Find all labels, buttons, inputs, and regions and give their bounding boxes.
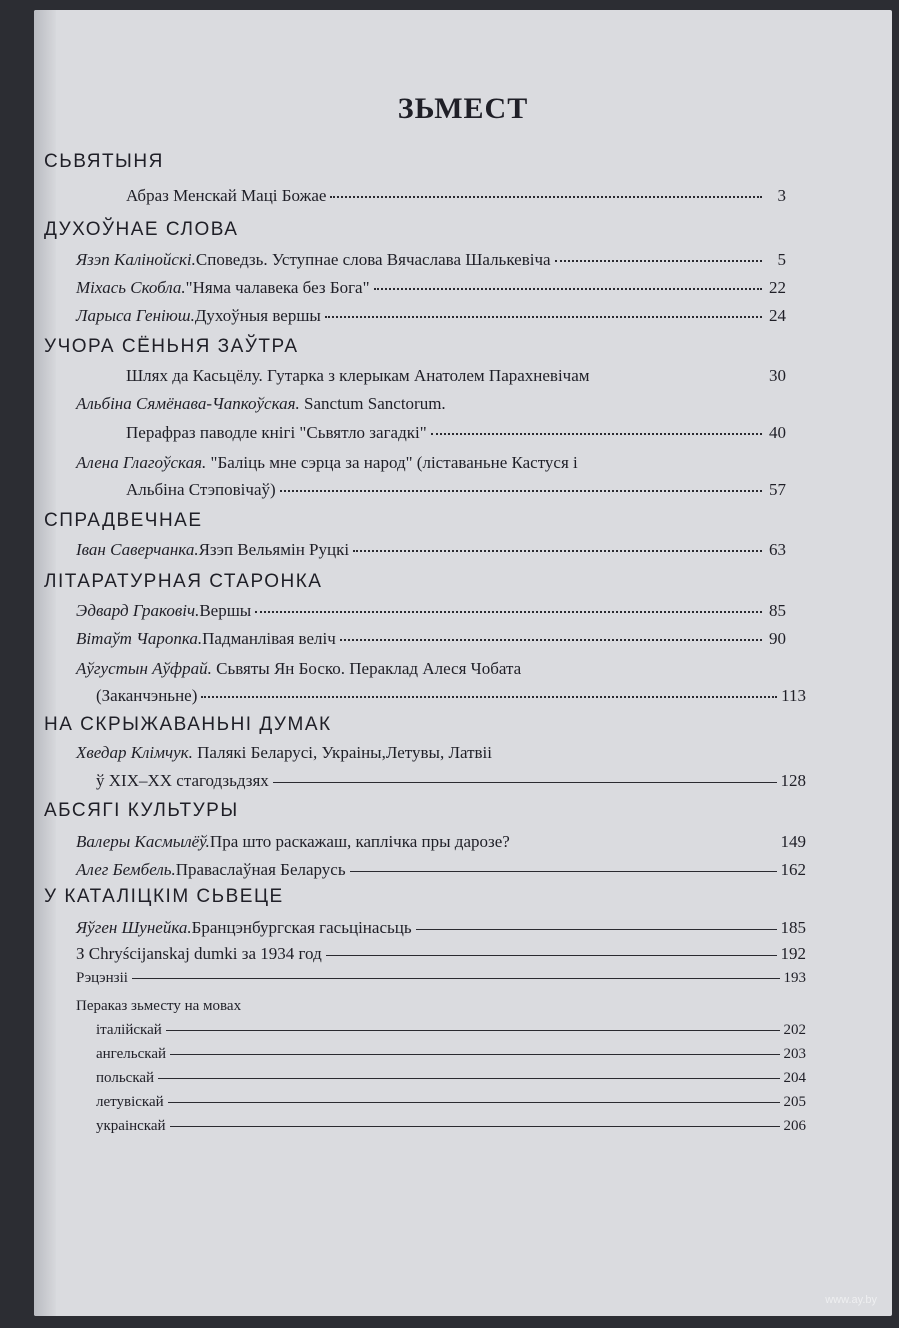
page-number: 30 [769, 366, 786, 385]
leader-dots [374, 288, 762, 290]
toc-entry [96, 1022, 806, 1039]
page-number: 3 [777, 186, 786, 205]
entry-title: Альбіна Стэповічаў) [126, 480, 276, 499]
entry-author: Алег Бембель. [76, 860, 176, 879]
table-of-contents [34, 10, 892, 1316]
page-number: 90 [769, 629, 786, 648]
entry-title: летувіскай [96, 1094, 164, 1110]
leader-line [170, 1126, 780, 1127]
entry-author: Язэп Калінойскі. [76, 250, 196, 269]
leader-line [168, 1102, 780, 1103]
page-number: 192 [780, 944, 806, 963]
leader-line [158, 1078, 779, 1079]
page-number: 185 [780, 918, 806, 937]
entry-title: "Баліць мне сэрца за народ" (ліставаньне Кастуся і [210, 453, 578, 472]
entry-title: польскай [96, 1070, 155, 1086]
entry-title: ангельскай [96, 1046, 167, 1062]
leader-dots [431, 433, 762, 435]
leader-dots [255, 611, 762, 613]
toc-entry [96, 1094, 806, 1111]
page-number: 63 [769, 540, 786, 559]
entry-author: Вітаўт Чаропка. [76, 629, 203, 648]
entry-author: Ларыса Геніюш. [76, 306, 195, 325]
page-number: 206 [783, 1118, 806, 1134]
toc-entry [76, 306, 786, 326]
leader-line [273, 782, 777, 783]
leader-dots [555, 260, 762, 262]
section-heading: АБСЯГІ КУЛЬТУРЫ [44, 800, 239, 821]
entry-author: Аўгустын Аўфрай. [76, 659, 212, 678]
section-heading: У КАТАЛІЦКІМ СЬВЕЦЕ [44, 886, 284, 907]
entry-title: З Chryścijanskaj dumki за 1934 год [76, 944, 322, 963]
toc-entry [76, 970, 806, 987]
entry-title: украінскай [96, 1118, 166, 1134]
entry-title: Sanctum Sanctorum. [304, 394, 446, 413]
section-heading: ЛІТАРАТУРНАЯ СТАРОНКА [44, 571, 323, 592]
entry-title: Шлях да Касьцёлу. Гутарка з клерыкам Анатолем Парахневічам [126, 366, 590, 385]
entry-author: Міхась Скобла. [76, 278, 186, 297]
entry-author: Яўген Шунейка. [76, 918, 192, 937]
page-number: 85 [769, 601, 786, 620]
watermark: www.ay.by [825, 1294, 877, 1306]
leader-line [326, 955, 777, 956]
page-number: 5 [777, 250, 786, 269]
toc-entry [76, 832, 806, 852]
leader-dots [330, 196, 762, 198]
toc-entry [76, 743, 492, 763]
entry-title: ў XIX–XX стагодзьдзях [96, 771, 269, 790]
toc-entry [96, 686, 806, 706]
entry-title: Бранцэнбургская гасьцінасьць [191, 918, 412, 937]
leader-line [132, 978, 780, 979]
book-page [34, 10, 892, 1316]
section-heading: СПРАДВЕЧНАЕ [44, 510, 203, 531]
toc-entry [126, 480, 786, 500]
page-number: 202 [783, 1022, 806, 1038]
toc-entry [96, 1070, 806, 1087]
entry-author: Эдвард Граковіч. [76, 601, 200, 620]
toc-entry [76, 659, 521, 679]
toc-entry [76, 860, 806, 880]
leader-line [416, 929, 777, 930]
leader-dots [280, 490, 762, 492]
leader-line [166, 1030, 780, 1031]
toc-entry [76, 540, 786, 560]
entry-title: "Няма чалавека без Бога" [185, 278, 370, 297]
toc-entry [76, 601, 786, 621]
section-heading: УЧОРА СЁНЬНЯ ЗАЎТРА [44, 336, 299, 357]
page-number: 57 [769, 480, 786, 499]
toc-entry [76, 944, 806, 964]
page-number: 24 [769, 306, 786, 325]
entry-author: Іван Саверчанка. [76, 540, 199, 559]
entry-title: Духоўныя вершы [194, 306, 321, 325]
toc-entry [76, 278, 786, 298]
toc-entry [126, 423, 786, 443]
leader-line [350, 871, 777, 872]
section-heading: СЬВЯТЫНЯ [44, 151, 164, 172]
entry-title: італійскай [96, 1022, 162, 1038]
leader-dots [201, 696, 777, 698]
page-number: 203 [783, 1046, 806, 1062]
entry-title: Споведзь. Уступнае слова Вячаслава Шалькевіча [195, 250, 551, 269]
section-heading: НА СКРЫЖАВАНЬНІ ДУМАК [44, 714, 332, 735]
page-title: ЗЬМЕСТ [397, 92, 529, 125]
entry-title: (Заканчэньне) [96, 686, 198, 705]
page-number: 113 [781, 686, 806, 705]
leader-dots [340, 639, 762, 641]
entry-title: Праваслаўная Беларусь [175, 860, 346, 879]
section-heading: ДУХОЎНАЕ СЛОВА [44, 219, 239, 240]
entry-author: Валеры Касмылёў. [76, 832, 210, 851]
toc-entry [76, 918, 806, 938]
toc-entry [76, 394, 446, 414]
toc-entry [96, 1118, 806, 1135]
entry-title: Сьвяты Ян Боско. Пераклад Алеся Чобата [216, 659, 522, 678]
toc-entry [96, 1046, 806, 1063]
page-number: 193 [783, 970, 806, 986]
entry-title: Пераказ зьместу на мовах [76, 998, 242, 1014]
entry-title: Перафраз паводле кнігі "Сьвятло загадкі" [126, 423, 427, 442]
toc-entry [76, 453, 578, 473]
entry-author: Алена Глагоўская. [76, 453, 207, 472]
entry-title: Рэцэнзіі [76, 970, 128, 986]
page-number: 40 [769, 423, 786, 442]
page-number: 162 [780, 860, 806, 879]
toc-entry [126, 186, 786, 206]
page-number: 204 [783, 1070, 806, 1086]
toc-entry [76, 998, 241, 1015]
toc-entry [126, 366, 786, 386]
toc-entry [76, 629, 786, 649]
leader-line [170, 1054, 779, 1055]
entry-title: Язэп Вельямін Руцкі [198, 540, 350, 559]
leader-dots [325, 316, 762, 318]
entry-title: Падманлівая веліч [202, 629, 336, 648]
toc-entry [96, 771, 806, 791]
entry-title: Палякі Беларусі, Украіны,Летувы, Латвіі [197, 743, 493, 762]
entry-author: Хведар Клімчук. [76, 743, 193, 762]
toc-entry [76, 250, 786, 270]
page-number: 149 [780, 832, 806, 851]
page-number: 22 [769, 278, 786, 297]
page-number: 205 [783, 1094, 806, 1110]
entry-author: Альбіна Сямёнава-Чапкоўская. [76, 394, 300, 413]
entry-title: Пра што раскажаш, каплічка пры дарозе? [209, 832, 510, 851]
entry-title: Вершы [199, 601, 252, 620]
page-number: 128 [780, 771, 806, 790]
leader-dots [353, 550, 762, 552]
entry-title: Абраз Менскай Маці Божае [126, 186, 327, 205]
